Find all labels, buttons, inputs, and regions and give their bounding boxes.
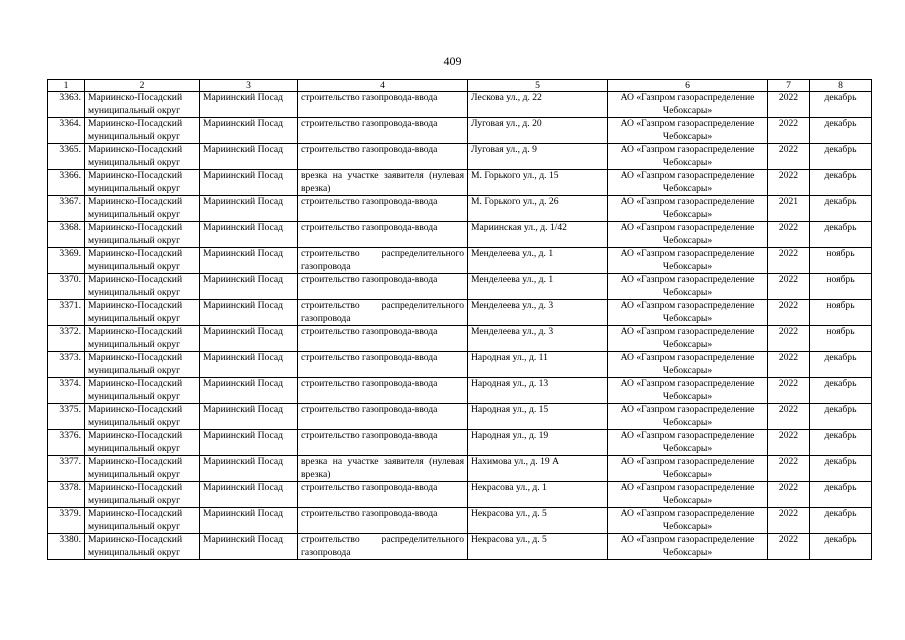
organization-cell: АО «Газпром газораспределение Чебоксары»	[608, 326, 768, 352]
table-body	[48, 92, 872, 560]
year-cell: 2022	[768, 326, 810, 352]
row-number: 3365.	[48, 144, 85, 170]
settlement-cell: Мариинский Посад	[200, 378, 298, 404]
organization-cell: АО «Газпром газораспределение Чебоксары»	[608, 248, 768, 274]
district-cell: Мариинско-Посадский муниципальный округ	[85, 482, 200, 508]
table-row	[48, 508, 872, 534]
address-cell: Луговая ул., д. 9	[468, 144, 608, 170]
row-number: 3373.	[48, 352, 85, 378]
address-cell: Народная ул., д. 13	[468, 378, 608, 404]
settlement-cell: Мариинский Посад	[200, 92, 298, 118]
year-cell: 2022	[768, 482, 810, 508]
year-cell: 2022	[768, 378, 810, 404]
row-number: 3363.	[48, 92, 85, 118]
column-header: 3	[200, 80, 298, 92]
district-cell: Мариинско-Посадский муниципальный округ	[85, 222, 200, 248]
month-cell: декабрь	[810, 118, 872, 144]
district-cell: Мариинско-Посадский муниципальный округ	[85, 170, 200, 196]
table-row	[48, 404, 872, 430]
object-cell: строительство распределительного газопровода	[298, 534, 468, 560]
settlement-cell: Мариинский Посад	[200, 300, 298, 326]
district-cell: Мариинско-Посадский муниципальный округ	[85, 456, 200, 482]
district-cell: Мариинско-Посадский муниципальный округ	[85, 378, 200, 404]
column-header: 1	[48, 80, 85, 92]
organization-cell: АО «Газпром газораспределение Чебоксары»	[608, 274, 768, 300]
address-cell: Менделеева ул., д. 3	[468, 326, 608, 352]
district-cell: Мариинско-Посадский муниципальный округ	[85, 430, 200, 456]
row-number: 3377.	[48, 456, 85, 482]
organization-cell: АО «Газпром газораспределение Чебоксары»	[608, 430, 768, 456]
month-cell: декабрь	[810, 92, 872, 118]
year-cell: 2022	[768, 248, 810, 274]
settlement-cell: Мариинский Посад	[200, 430, 298, 456]
object-cell: строительство распределительного газопровода	[298, 248, 468, 274]
settlement-cell: Мариинский Посад	[200, 482, 298, 508]
address-cell: Нахимова ул., д. 19 А	[468, 456, 608, 482]
row-number: 3364.	[48, 118, 85, 144]
organization-cell: АО «Газпром газораспределение Чебоксары»	[608, 352, 768, 378]
settlement-cell: Мариинский Посад	[200, 170, 298, 196]
year-cell: 2022	[768, 300, 810, 326]
table-row	[48, 378, 872, 404]
object-cell: врезка на участке заявителя (нулевая врезка)	[298, 456, 468, 482]
organization-cell: АО «Газпром газораспределение Чебоксары»	[608, 378, 768, 404]
month-cell: декабрь	[810, 534, 872, 560]
row-number: 3370.	[48, 274, 85, 300]
year-cell: 2022	[768, 508, 810, 534]
month-cell: декабрь	[810, 430, 872, 456]
month-cell: декабрь	[810, 482, 872, 508]
district-cell: Мариинско-Посадский муниципальный округ	[85, 92, 200, 118]
settlement-cell: Мариинский Посад	[200, 248, 298, 274]
settlement-cell: Мариинский Посад	[200, 326, 298, 352]
table-row	[48, 248, 872, 274]
organization-cell: АО «Газпром газораспределение Чебоксары»	[608, 300, 768, 326]
row-number: 3371.	[48, 300, 85, 326]
organization-cell: АО «Газпром газораспределение Чебоксары»	[608, 196, 768, 222]
year-cell: 2022	[768, 144, 810, 170]
month-cell: декабрь	[810, 196, 872, 222]
object-cell: строительство газопровода-ввода	[298, 196, 468, 222]
row-number: 3379.	[48, 508, 85, 534]
year-cell: 2022	[768, 404, 810, 430]
table-row	[48, 300, 872, 326]
table-row	[48, 222, 872, 248]
year-cell: 2022	[768, 534, 810, 560]
table-row	[48, 482, 872, 508]
table-row	[48, 92, 872, 118]
address-cell: Менделеева ул., д. 1	[468, 274, 608, 300]
month-cell: декабрь	[810, 144, 872, 170]
organization-cell: АО «Газпром газораспределение Чебоксары»	[608, 118, 768, 144]
column-number-row	[48, 80, 872, 92]
month-cell: ноябрь	[810, 300, 872, 326]
settlement-cell: Мариинский Посад	[200, 456, 298, 482]
row-number: 3376.	[48, 430, 85, 456]
district-cell: Мариинско-Посадский муниципальный округ	[85, 118, 200, 144]
gasification-table	[47, 79, 872, 560]
organization-cell: АО «Газпром газораспределение Чебоксары»	[608, 144, 768, 170]
month-cell: декабрь	[810, 378, 872, 404]
table-row	[48, 456, 872, 482]
row-number: 3378.	[48, 482, 85, 508]
column-header: 5	[468, 80, 608, 92]
organization-cell: АО «Газпром газораспределение Чебоксары»	[608, 170, 768, 196]
year-cell: 2022	[768, 430, 810, 456]
address-cell: Народная ул., д. 15	[468, 404, 608, 430]
district-cell: Мариинско-Посадский муниципальный округ	[85, 404, 200, 430]
year-cell: 2022	[768, 170, 810, 196]
column-header: 4	[298, 80, 468, 92]
row-number: 3366.	[48, 170, 85, 196]
organization-cell: АО «Газпром газораспределение Чебоксары»	[608, 456, 768, 482]
month-cell: декабрь	[810, 404, 872, 430]
address-cell: Менделеева ул., д. 3	[468, 300, 608, 326]
column-header: 6	[608, 80, 768, 92]
district-cell: Мариинско-Посадский муниципальный округ	[85, 144, 200, 170]
district-cell: Мариинско-Посадский муниципальный округ	[85, 248, 200, 274]
district-cell: Мариинско-Посадский муниципальный округ	[85, 352, 200, 378]
object-cell: строительство газопровода-ввода	[298, 144, 468, 170]
object-cell: строительство газопровода-ввода	[298, 508, 468, 534]
organization-cell: АО «Газпром газораспределение Чебоксары»	[608, 222, 768, 248]
object-cell: строительство газопровода-ввода	[298, 430, 468, 456]
object-cell: строительство газопровода-ввода	[298, 326, 468, 352]
table-row	[48, 144, 872, 170]
table-row	[48, 196, 872, 222]
column-header: 8	[810, 80, 872, 92]
table-row	[48, 534, 872, 560]
settlement-cell: Мариинский Посад	[200, 508, 298, 534]
row-number: 3380.	[48, 534, 85, 560]
table-row	[48, 326, 872, 352]
address-cell: Мариинская ул., д. 1/42	[468, 222, 608, 248]
address-cell: Некрасова ул., д. 1	[468, 482, 608, 508]
organization-cell: АО «Газпром газораспределение Чебоксары»	[608, 482, 768, 508]
row-number: 3372.	[48, 326, 85, 352]
object-cell: строительство газопровода-ввода	[298, 222, 468, 248]
table-row	[48, 352, 872, 378]
month-cell: ноябрь	[810, 326, 872, 352]
row-number: 3369.	[48, 248, 85, 274]
year-cell: 2022	[768, 352, 810, 378]
district-cell: Мариинско-Посадский муниципальный округ	[85, 196, 200, 222]
object-cell: врезка на участке заявителя (нулевая врезка)	[298, 170, 468, 196]
address-cell: Некрасова ул., д. 5	[468, 534, 608, 560]
settlement-cell: Мариинский Посад	[200, 274, 298, 300]
settlement-cell: Мариинский Посад	[200, 144, 298, 170]
object-cell: строительство газопровода-ввода	[298, 482, 468, 508]
month-cell: декабрь	[810, 456, 872, 482]
year-cell: 2022	[768, 118, 810, 144]
settlement-cell: Мариинский Посад	[200, 534, 298, 560]
table-row	[48, 118, 872, 144]
address-cell: Народная ул., д. 19	[468, 430, 608, 456]
table-row	[48, 430, 872, 456]
row-number: 3374.	[48, 378, 85, 404]
address-cell: Менделеева ул., д. 1	[468, 248, 608, 274]
district-cell: Мариинско-Посадский муниципальный округ	[85, 508, 200, 534]
year-cell: 2022	[768, 274, 810, 300]
organization-cell: АО «Газпром газораспределение Чебоксары»	[608, 404, 768, 430]
month-cell: декабрь	[810, 508, 872, 534]
district-cell: Мариинско-Посадский муниципальный округ	[85, 300, 200, 326]
year-cell: 2022	[768, 92, 810, 118]
column-header: 2	[85, 80, 200, 92]
address-cell: Лескова ул., д. 22	[468, 92, 608, 118]
settlement-cell: Мариинский Посад	[200, 196, 298, 222]
address-cell: М. Горького ул., д. 15	[468, 170, 608, 196]
month-cell: ноябрь	[810, 248, 872, 274]
address-cell: Народная ул., д. 11	[468, 352, 608, 378]
object-cell: строительство газопровода-ввода	[298, 352, 468, 378]
district-cell: Мариинско-Посадский муниципальный округ	[85, 326, 200, 352]
table-row	[48, 274, 872, 300]
organization-cell: АО «Газпром газораспределение Чебоксары»	[608, 534, 768, 560]
object-cell: строительство газопровода-ввода	[298, 274, 468, 300]
row-number: 3367.	[48, 196, 85, 222]
settlement-cell: Мариинский Посад	[200, 118, 298, 144]
year-cell: 2022	[768, 456, 810, 482]
settlement-cell: Мариинский Посад	[200, 404, 298, 430]
row-number: 3375.	[48, 404, 85, 430]
row-number: 3368.	[48, 222, 85, 248]
settlement-cell: Мариинский Посад	[200, 222, 298, 248]
organization-cell: АО «Газпром газораспределение Чебоксары»	[608, 508, 768, 534]
object-cell: строительство газопровода-ввода	[298, 118, 468, 144]
organization-cell: АО «Газпром газораспределение Чебоксары»	[608, 92, 768, 118]
object-cell: строительство газопровода-ввода	[298, 378, 468, 404]
object-cell: строительство газопровода-ввода	[298, 92, 468, 118]
object-cell: строительство распределительного газопровода	[298, 300, 468, 326]
month-cell: декабрь	[810, 170, 872, 196]
settlement-cell: Мариинский Посад	[200, 352, 298, 378]
column-header: 7	[768, 80, 810, 92]
month-cell: декабрь	[810, 352, 872, 378]
month-cell: ноябрь	[810, 274, 872, 300]
month-cell: декабрь	[810, 222, 872, 248]
address-cell: Некрасова ул., д. 5	[468, 508, 608, 534]
address-cell: М. Горького ул., д. 26	[468, 196, 608, 222]
district-cell: Мариинско-Посадский муниципальный округ	[85, 534, 200, 560]
page-number: 409	[443, 54, 462, 68]
address-cell: Луговая ул., д. 20	[468, 118, 608, 144]
district-cell: Мариинско-Посадский муниципальный округ	[85, 274, 200, 300]
year-cell: 2022	[768, 222, 810, 248]
object-cell: строительство газопровода-ввода	[298, 404, 468, 430]
table-row	[48, 170, 872, 196]
year-cell: 2021	[768, 196, 810, 222]
